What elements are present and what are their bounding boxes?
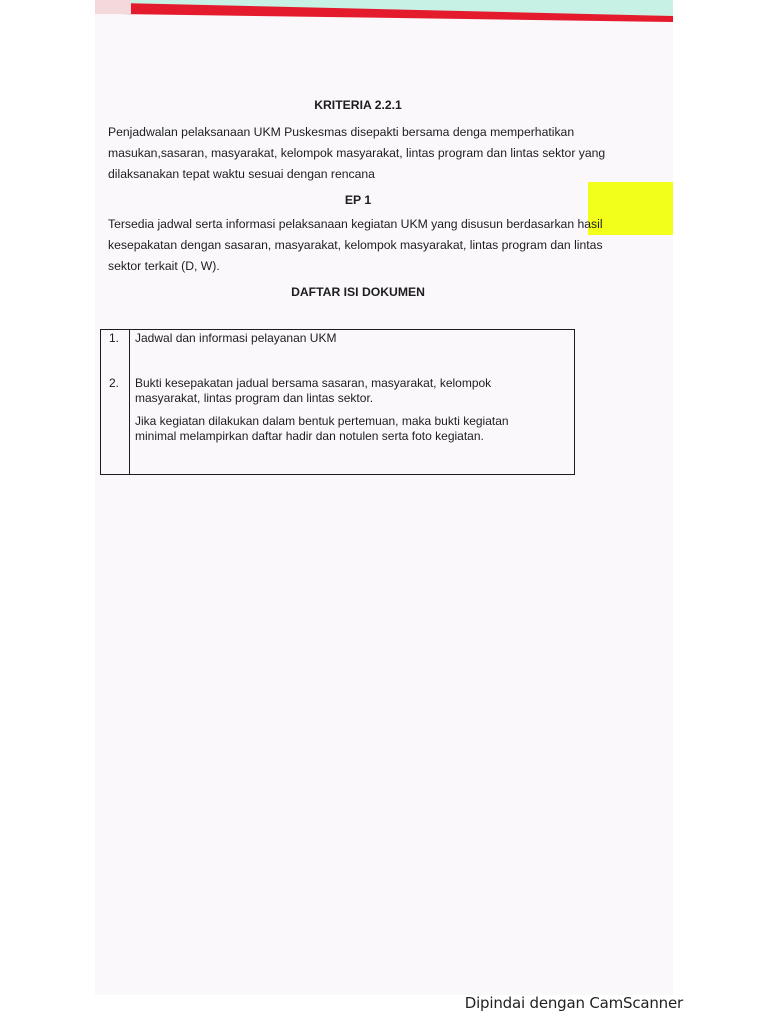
row-1-number: 1. — [109, 331, 120, 345]
document-list-title: DAFTAR ISI DOKUMEN — [291, 285, 425, 299]
ep-title: EP 1 — [344, 193, 372, 207]
camscanner-watermark: Dipindai dengan CamScanner — [464, 994, 683, 1012]
number-column — [101, 330, 130, 474]
row-1-text: Jadwal dan informasi pelayanan UKM — [135, 331, 337, 345]
row-2-text: Bukti kesepakatan jadual bersama sasaran, masyarakat, kelompok masyarakat, lintas program dan lintas sektor. — [135, 376, 492, 405]
description-column — [130, 330, 574, 474]
document-list-table — [100, 329, 575, 475]
document-body — [108, 95, 608, 303]
criteria-text: Penjadwalan pelaksanaan UKM Puskesmas disepakti bersama denga memperhatikan masukan,sasaran, masyarakat, kelompok masyarakat, lintas program dan lintas sektor yang dilaksanakan tepat waktu sesuai dengan rencana — [108, 125, 606, 181]
ep-text: Tersedia jadwal serta informasi pelaksanaan kegiatan UKM yang disusun berdasarkan hasil kesepakatan dengan sasaran, masyarakat, kelompok masyarakat, lintas program dan lintas sektor terkait (D, W). — [108, 217, 603, 273]
row-2-number: 2. — [109, 376, 120, 390]
criteria-title: KRITERIA 2.2.1 — [314, 98, 402, 112]
tab-shadow — [95, 0, 131, 14]
row-2-note: Jika kegiatan dilakukan dalam bentuk pertemuan, maka bukti kegiatan minimal melampirkan daftar hadir dan notulen serta foto kegiatan. — [135, 414, 509, 443]
